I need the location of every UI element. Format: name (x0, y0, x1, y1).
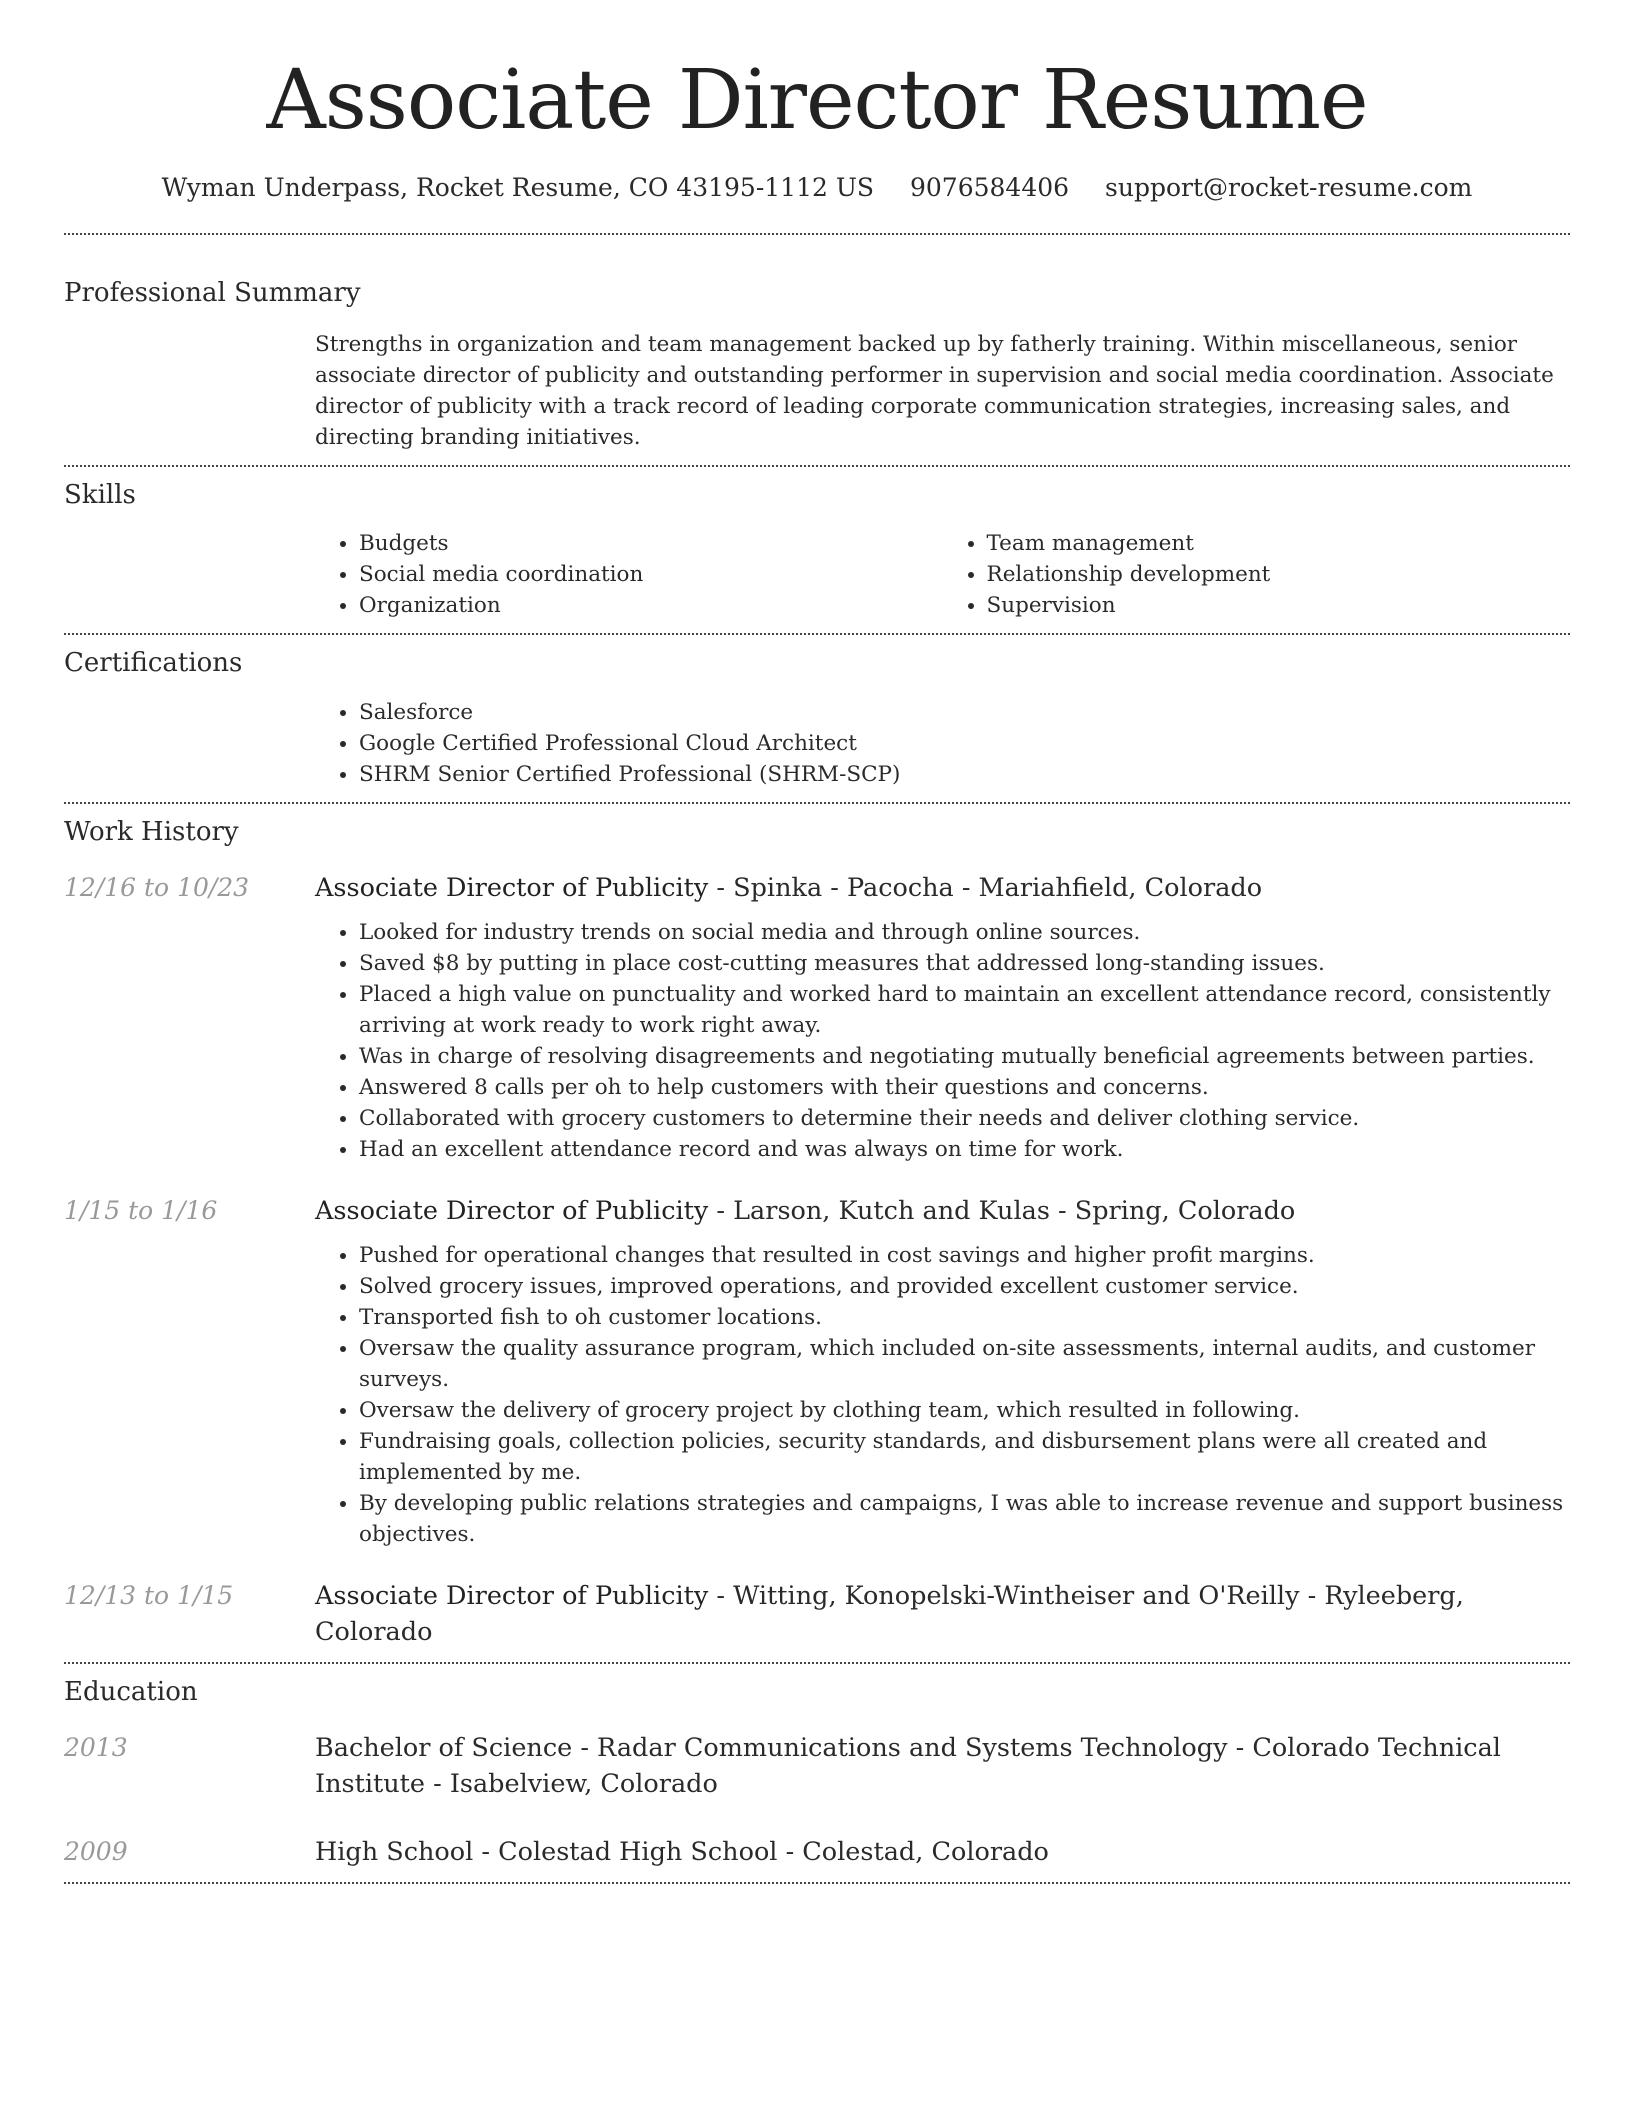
job-entry (64, 1578, 1570, 1650)
skill-item: • Social media coordination (359, 559, 943, 590)
resume-title: Associate Director Resume (266, 53, 1368, 148)
skills-column-1 (315, 528, 943, 621)
job-bullet: • Saved $8 by putting in place cost-cutting measures that addressed long-standing issues. (359, 948, 1570, 979)
skill-item: • Relationship development (987, 559, 1571, 590)
job-bullet: • Collaborated with grocery customers to determine their needs and deliver clothing service. (359, 1103, 1570, 1134)
section-divider (64, 1882, 1570, 1884)
section-divider (64, 465, 1570, 467)
job-bullet: • By developing public relations strategies and campaigns, I was able to increase revenue and support business objectives. (359, 1488, 1570, 1550)
job-title-line (315, 870, 1262, 906)
education-section (64, 1676, 1570, 1870)
job-position: Associate Director of Publicity (315, 1581, 709, 1612)
certifications-list (315, 697, 1570, 790)
education-details: - Colestad High School - Colestad, Colorado (473, 1836, 1049, 1867)
section-divider (64, 1662, 1570, 1664)
job-bullet: • Had an excellent attendance record and was always on time for work. (359, 1134, 1570, 1165)
job-dates: 12/13 to 1/15 (64, 1581, 234, 1611)
job-bullet: • Was in charge of resolving disagreements and negotiating mutually beneficial agreements between parties. (359, 1041, 1570, 1072)
job-position: Associate Director of Publicity (315, 873, 709, 904)
work-history-heading: Work History (64, 817, 239, 848)
job-details: - Spinka - Pacocha - Mariahfield, Colorado (708, 873, 1263, 904)
contact-address: Wyman Underpass, Rocket Resume, CO 43195-1112 US (161, 173, 875, 203)
job-bullets (315, 1240, 1570, 1550)
summary-section (64, 277, 1570, 453)
certification-item: • Salesforce (359, 697, 1570, 728)
job-dates: 12/16 to 10/23 (64, 873, 250, 903)
job-bullet: • Transported fish to oh customer locations. (359, 1302, 1570, 1333)
job-entry (64, 870, 1570, 1165)
job-bullet: • Placed a high value on punctuality and worked hard to maintain an excellent attendance record, consistently arriving at work ready to work right away. (359, 979, 1570, 1041)
summary-text: Strengths in organization and team management backed up by fatherly training. Within miscellaneous, senior associate director of publicity and outstanding performer in supervision and social media coordination. Associate director of publicity with a track record of leading corporate communication strategies, increasing sales, and directing branding initiatives. (315, 331, 1554, 450)
job-bullets (315, 917, 1570, 1165)
job-bullet: • Fundraising goals, collection policies, security standards, and disbursement plans were all created and implemented by me. (359, 1426, 1570, 1488)
job-dates: 1/15 to 1/16 (64, 1196, 218, 1226)
skill-item: • Organization (359, 590, 943, 621)
job-bullet: • Pushed for operational changes that resulted in cost savings and higher profit margins. (359, 1240, 1570, 1271)
education-heading: Education (64, 1677, 198, 1708)
education-year: 2013 (64, 1732, 128, 1762)
education-entry (64, 1730, 1570, 1802)
job-bullet: • Oversaw the delivery of grocery project by clothing team, which resulted in following. (359, 1395, 1570, 1426)
section-divider (64, 633, 1570, 635)
skills-heading: Skills (64, 479, 136, 510)
skill-item: • Budgets (359, 528, 943, 559)
skills-column-2 (943, 528, 1571, 621)
certifications-section (64, 647, 1570, 790)
work-history-section (64, 816, 1570, 1650)
summary-heading: Professional Summary (64, 277, 361, 308)
skills-list (315, 528, 1570, 621)
job-title-line (315, 1193, 1295, 1229)
job-title-line (315, 1578, 1570, 1650)
contact-line (64, 172, 1570, 205)
education-title-line (315, 1730, 1570, 1802)
job-bullet: • Looked for industry trends on social media and through online sources. (359, 917, 1570, 948)
job-entry (64, 1193, 1570, 1550)
section-divider (64, 802, 1570, 804)
education-entry (64, 1834, 1570, 1870)
skill-item: • Team management (987, 528, 1571, 559)
job-position: Associate Director of Publicity (315, 1196, 709, 1227)
education-title-line (315, 1834, 1570, 1870)
section-divider (64, 233, 1570, 235)
education-degree: Bachelor of Science (315, 1732, 573, 1763)
education-details: - Radar Communications and Systems Technology - Colorado Technical Institute - Isabelview, Colorado (315, 1732, 1501, 1799)
contact-email: support@rocket-resume.com (1105, 173, 1473, 203)
skills-section (64, 479, 1570, 622)
job-bullet: • Solved grocery issues, improved operations, and provided excellent customer service. (359, 1271, 1570, 1302)
skill-item: • Supervision (987, 590, 1571, 621)
resume-page (64, 0, 1570, 1884)
job-bullet: • Oversaw the quality assurance program, which included on-site assessments, internal audits, and customer surveys. (359, 1333, 1570, 1395)
job-bullet: • Answered 8 calls per oh to help customers with their questions and concerns. (359, 1072, 1570, 1103)
certification-item: • SHRM Senior Certified Professional (SHRM-SCP) (359, 759, 1570, 790)
education-degree: High School (315, 1836, 474, 1867)
job-details: - Witting, Konopelski-Wintheiser and O'Reilly - Ryleeberg, Colorado (315, 1581, 1464, 1648)
contact-phone: 9076584406 (910, 173, 1070, 203)
certifications-heading: Certifications (64, 648, 243, 679)
education-year: 2009 (64, 1836, 128, 1866)
certification-item: • Google Certified Professional Cloud Architect (359, 728, 1570, 759)
job-details: - Larson, Kutch and Kulas - Spring, Colorado (708, 1196, 1296, 1227)
